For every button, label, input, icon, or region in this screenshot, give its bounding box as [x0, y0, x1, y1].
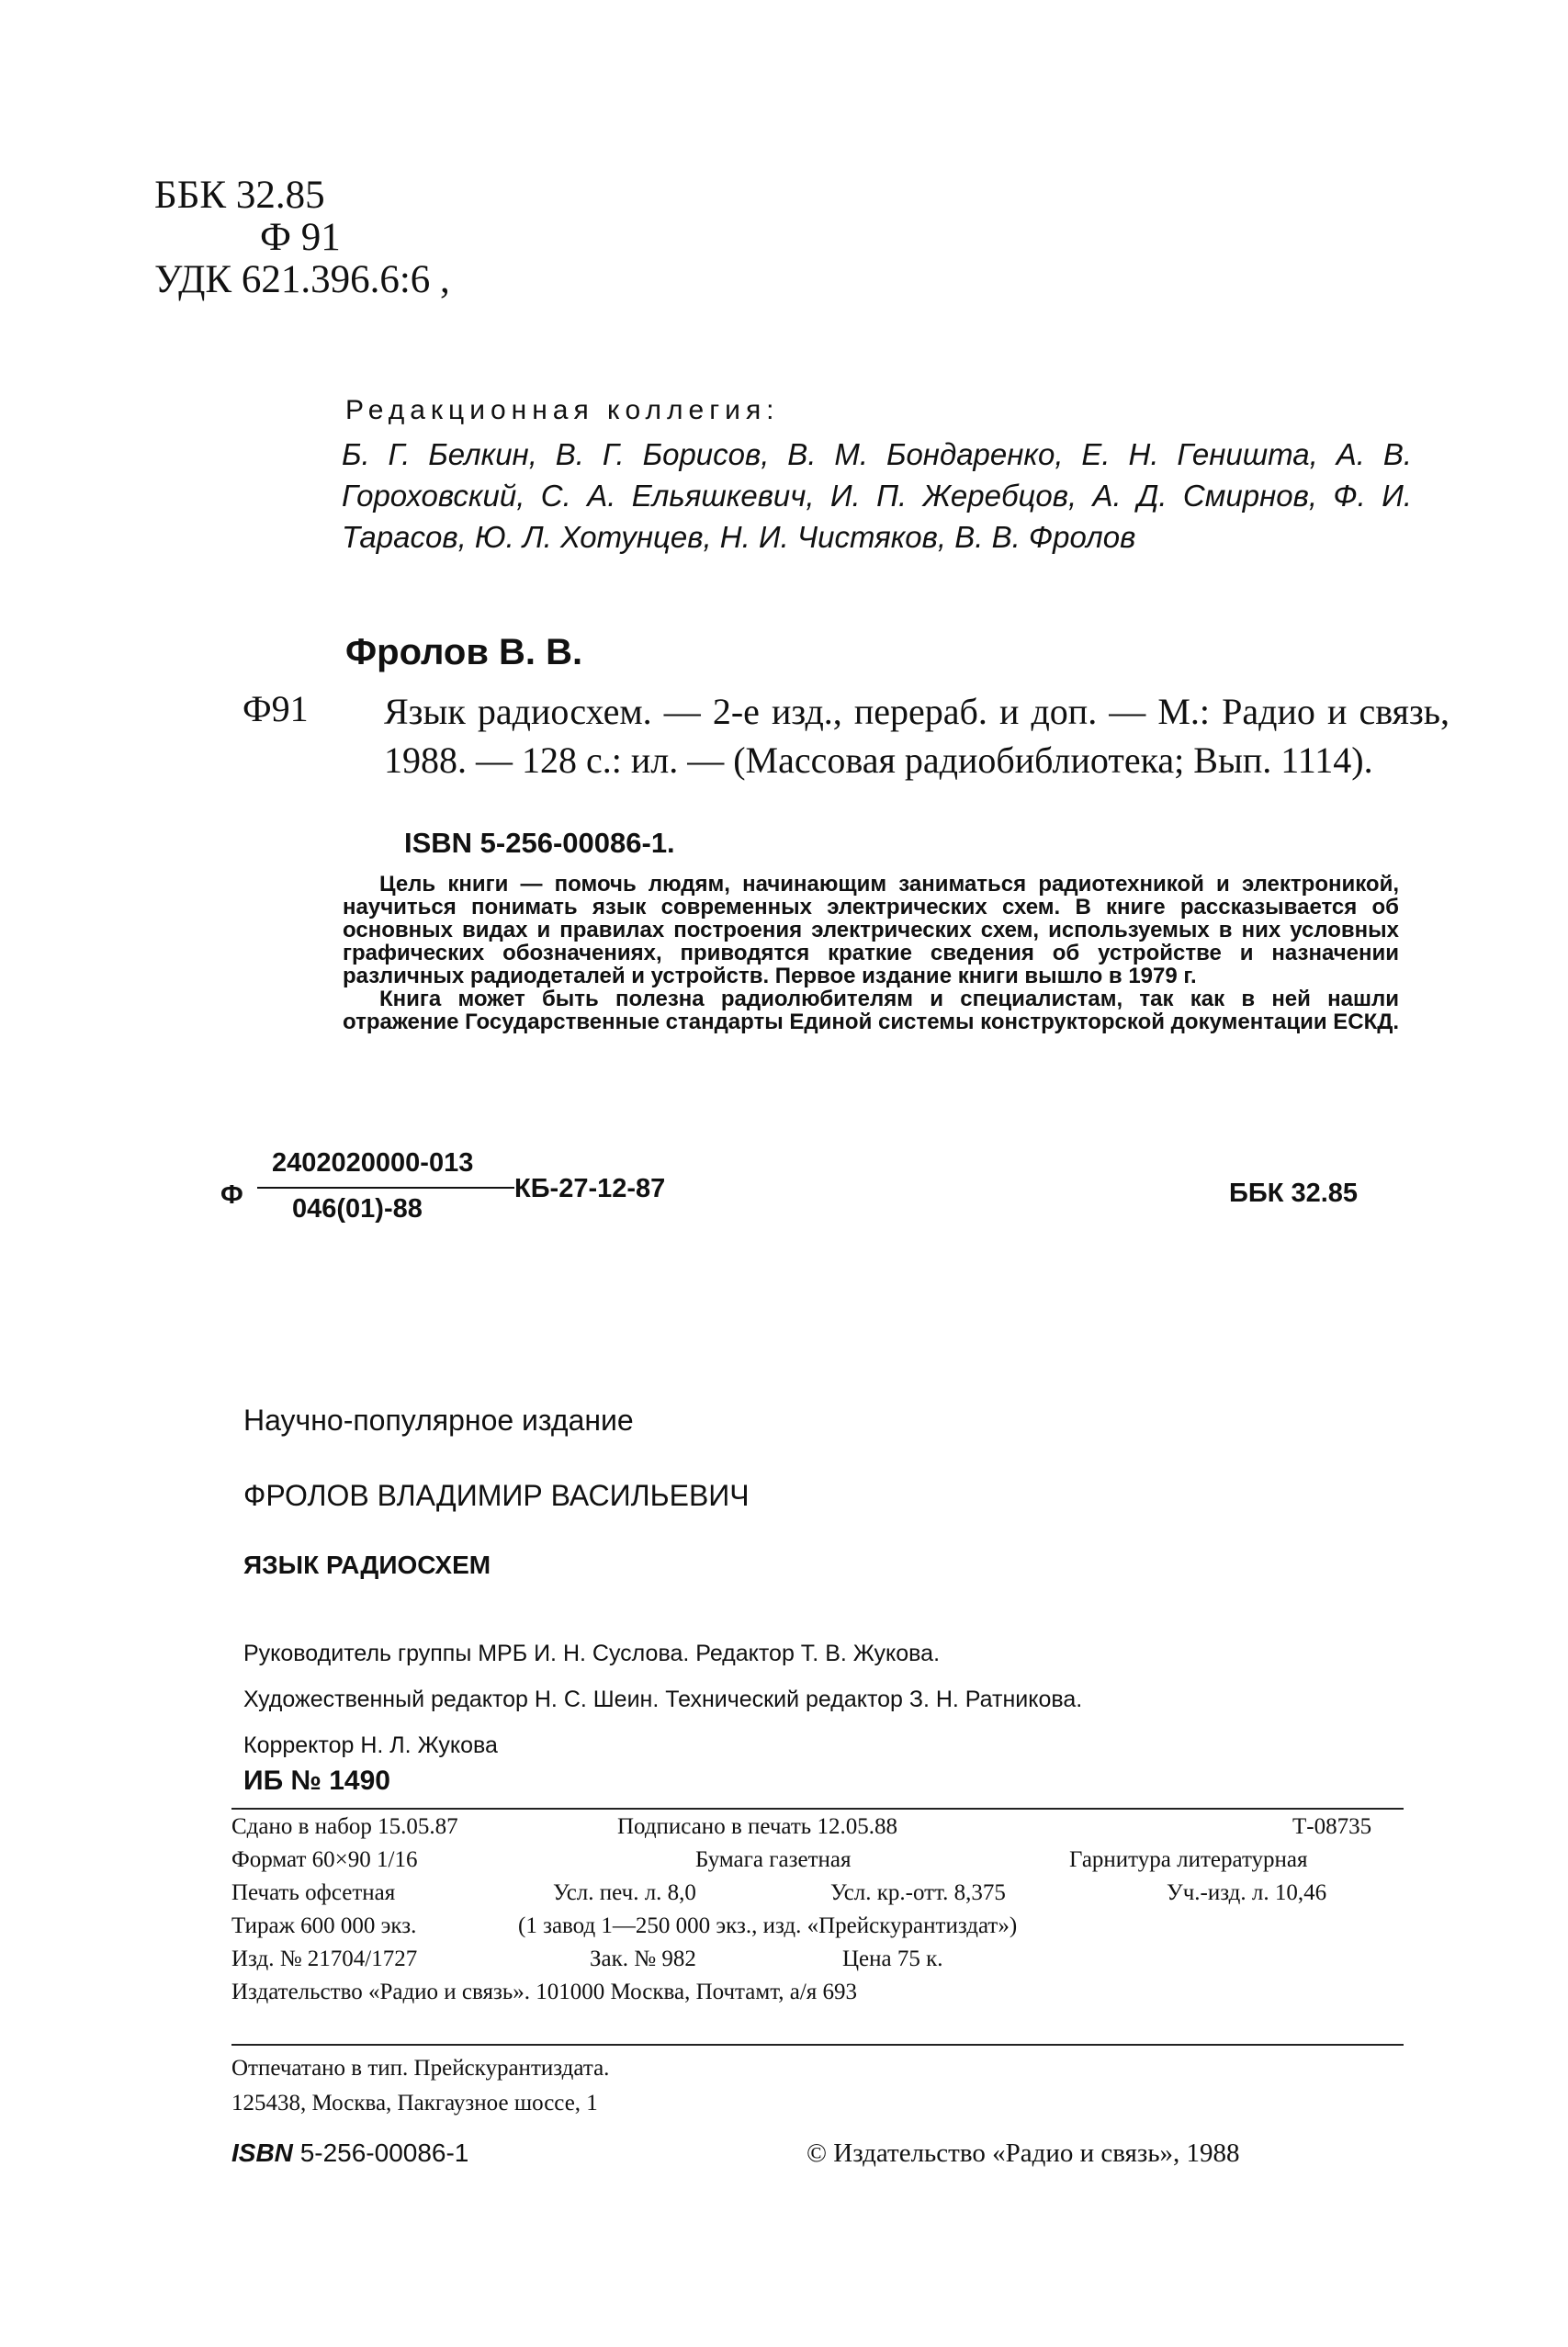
production-cell: (1 завод 1—250 000 экз., изд. «Прейскурантиздат»): [518, 1913, 1018, 1938]
production-table: [231, 1814, 1404, 2090]
production-row-6: [231, 1980, 1404, 2013]
fraction-line: [257, 1187, 514, 1189]
bbk-index: ББК 32.85: [154, 174, 325, 217]
editorial-board-members: Б. Г. Белкин, В. Г. Борисов, В. М. Бондаренко, Е. Н. Геништа, А. В. Гороховский, С. А. Ельяшкевич, И. П. Жеребцов, А. Д. Смирнов, Ф. И. Тарасов, Ю. Л. Хотунцев, Н. И. Чистяков, В. В. Фролов: [342, 437, 1412, 554]
production-cell: Издательство «Радио и связь». 101000 Москва, Почтамт, а/я 693: [231, 1980, 858, 2004]
printer-line-2: 125438, Москва, Пакгаузное шоссе, 1: [231, 2091, 598, 2116]
production-cell: Усл. кр.-отт. 8,375: [830, 1880, 1006, 1905]
production-cell: Гарнитура литературная: [1069, 1847, 1308, 1872]
production-cell: Сдано в набор 15.05.87: [231, 1814, 458, 1839]
abstract: [343, 873, 1399, 1033]
record-isbn: ISBN 5-256-00086-1.: [404, 827, 675, 859]
production-cell: Усл. печ. л. 8,0: [553, 1880, 696, 1905]
udk-index: УДК 621.396.6:6 ,: [154, 258, 450, 301]
credit-line-2: Художественный редактор Н. С. Шеин. Технический редактор З. Н. Ратникова.: [243, 1687, 1083, 1712]
record-author: Фролов В. В.: [345, 632, 583, 672]
production-cell: Зак. № 982: [590, 1946, 696, 1971]
credit-line-1: Руководитель группы МРБ И. Н. Суслова. Редактор Т. В. Жукова.: [243, 1641, 941, 1666]
isbn-label: ISBN: [231, 2138, 293, 2167]
copyright: © Издательство «Радио и связь», 1988: [807, 2138, 1240, 2168]
production-row-1: [231, 1814, 1404, 1847]
production-row-2: [231, 1847, 1404, 1880]
production-cell: Подписано в печать 12.05.88: [617, 1814, 897, 1839]
catalog-denominator: 046(01)-88: [292, 1194, 423, 1224]
production-cell: Цена 75 к.: [842, 1946, 943, 1971]
credit-line-3: Корректор Н. Л. Жукова: [243, 1732, 498, 1758]
production-cell: Формат 60×90 1/16: [231, 1847, 418, 1872]
record-description: Язык радиосхем. — 2-е изд., перераб. и доп. — М.: Радио и связь, 1988. — 128 с.: ил. — (Массовая радиобиблиотека; Вып. 1114).: [384, 691, 1450, 781]
abstract-paragraph-2: Книга может быть полезна радиолюбителям и специалистам, так как в ней нашли отражение Государственные стандарты Единой системы конструкторской документации ЕСКД.: [343, 987, 1399, 1034]
catalog-kb: КБ-27-12-87: [514, 1174, 666, 1203]
catalog-numerator: 2402020000-013: [272, 1148, 474, 1178]
production-cell: Печать офсетная: [231, 1880, 396, 1905]
production-row-3: [231, 1880, 1404, 1913]
author-mark: Ф 91: [260, 216, 341, 259]
production-cell: Т-08735: [1292, 1814, 1372, 1839]
edition-type: Научно-популярное издание: [243, 1404, 634, 1437]
catalog-bbk: ББК 32.85: [1229, 1179, 1359, 1208]
isbn-bottom: [231, 2138, 468, 2168]
record-code: Ф91: [243, 688, 309, 729]
author-full-name: ФРОЛОВ ВЛАДИМИР ВАСИЛЬЕВИЧ: [243, 1479, 750, 1512]
production-cell: Изд. № 21704/1727: [231, 1946, 418, 1971]
bottom-rule: [231, 2044, 1404, 2046]
editorial-board-heading: Редакционная коллегия:: [345, 395, 780, 425]
production-cell: Уч.-изд. л. 10,46: [1167, 1880, 1327, 1905]
isbn-number: 5-256-00086-1: [299, 2138, 469, 2167]
book-title: ЯЗЫК РАДИОСХЕМ: [243, 1551, 491, 1579]
production-row-4: [231, 1913, 1404, 1946]
catalog-letter: Ф: [220, 1180, 243, 1210]
abstract-paragraph-1: Цель книги — помочь людям, начинающим заниматься радиотехникой и электроникой, научиться понимать язык современных электрических схем. В книге рассказывается об основных видах и правилах построения электрических схем, используемых в них условных графических обозначениях, приводятся краткие сведения об устройстве и назначении различных радиодеталей и устройств. Первое издание книги вышло в 1979 г.: [343, 872, 1399, 988]
printer-line-1: Отпечатано в тип. Прейскурантиздата.: [231, 2056, 610, 2081]
ib-number: ИБ № 1490: [243, 1766, 390, 1796]
production-cell: Бумага газетная: [695, 1847, 852, 1872]
top-rule: [231, 1808, 1404, 1810]
production-cell: Тираж 600 000 экз.: [231, 1913, 417, 1938]
production-row-5: [231, 1946, 1404, 1980]
